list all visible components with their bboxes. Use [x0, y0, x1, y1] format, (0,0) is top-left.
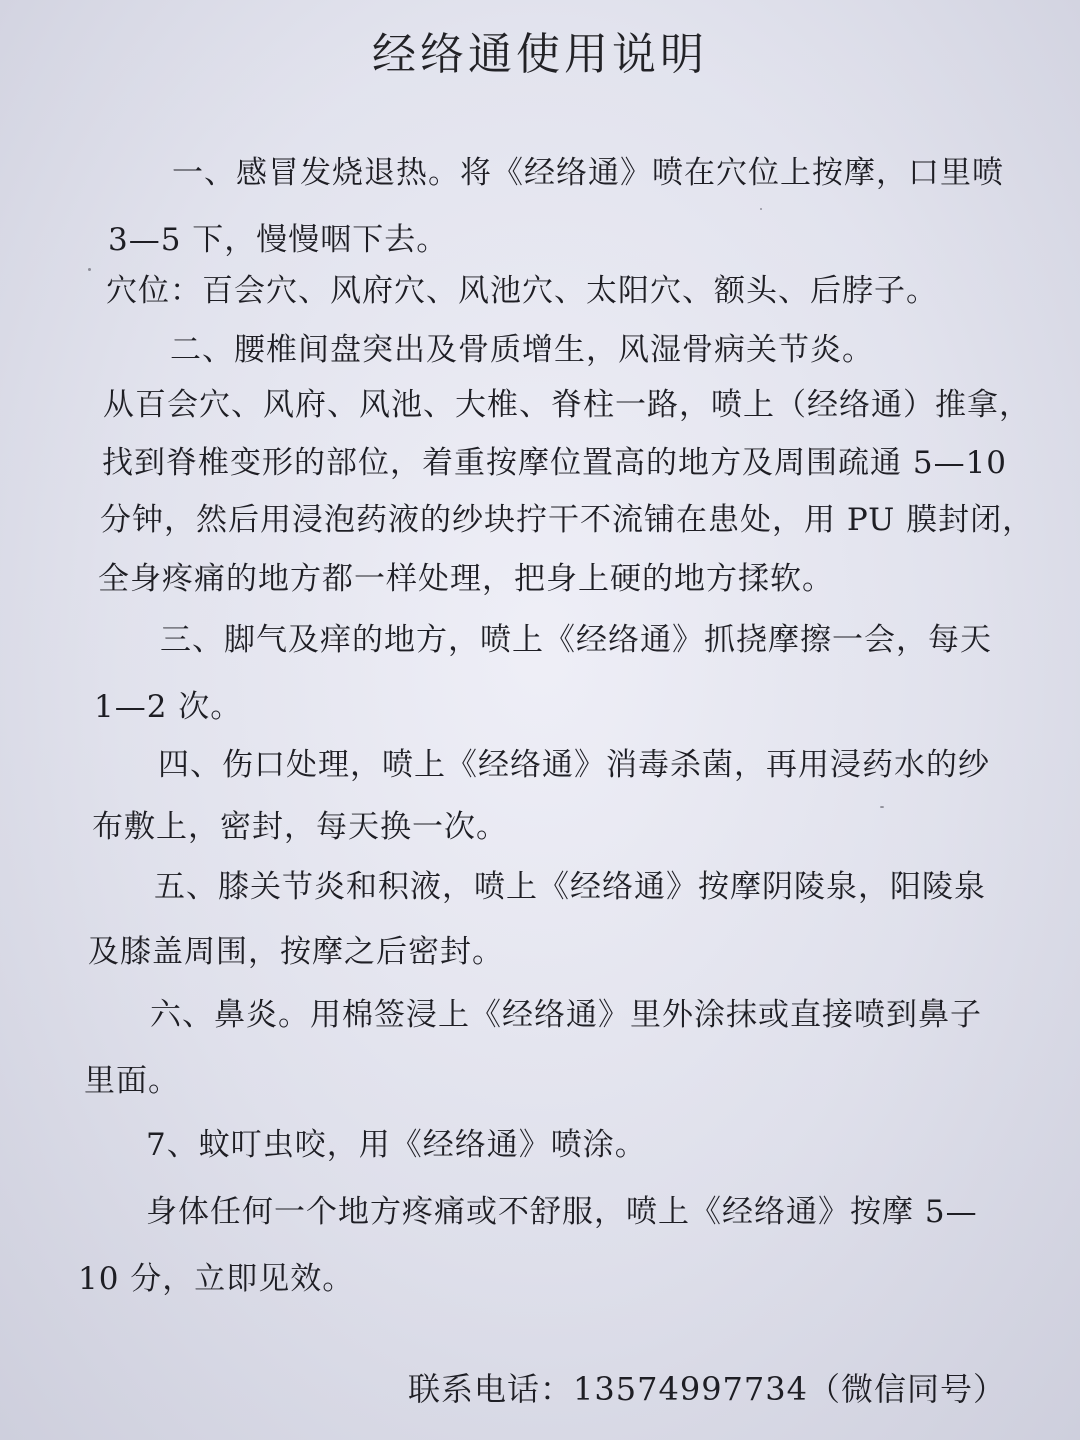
paper-speck	[880, 806, 884, 808]
paper-speck	[88, 268, 91, 271]
paper-speck	[760, 208, 762, 210]
text-line: 身体任何一个地方疼痛或不舒服，喷上《经络通》按摩 5—	[146, 1194, 978, 1230]
text-line: 一、感冒发烧退热。将《经络通》喷在穴位上按摩，口里喷	[172, 155, 1004, 191]
text-line: 1—2 次。	[94, 689, 243, 725]
text-line: 及膝盖周围，按摩之后密封。	[88, 934, 504, 970]
text-line: 穴位：百会穴、风府穴、风池穴、太阳穴、额头、后脖子。	[106, 273, 938, 309]
text-line: 二、腰椎间盘突出及骨质增生，风湿骨病关节炎。	[170, 332, 874, 368]
text-line: 7、蚊叮虫咬，用《经络通》喷涂。	[146, 1127, 647, 1163]
text-line: 五、膝关节炎和积液，喷上《经络通》按摩阴陵泉，阳陵泉	[154, 869, 986, 905]
text-line: 3—5 下，慢慢咽下去。	[108, 222, 449, 258]
text-line: 分钟，然后用浸泡药液的纱块拧干不流铺在患处，用 PU 膜封闭，	[100, 502, 1035, 538]
text-line: 找到脊椎变形的部位，着重按摩位置高的地方及周围疏通 5—10	[102, 445, 1008, 481]
text-line: 布敷上，密封，每天换一次。	[92, 809, 508, 845]
text-line: 六、鼻炎。用棉签浸上《经络通》里外涂抹或直接喷到鼻子	[150, 997, 982, 1033]
text-line: 从百会穴、风府、风池、大椎、脊柱一路，喷上（经络通）推拿，	[103, 387, 1031, 423]
page-title: 经络通使用说明	[372, 29, 708, 80]
text-line: 全身疼痛的地方都一样处理，把身上硬的地方揉软。	[98, 561, 834, 597]
contact-phone: 联系电话：13574997734（微信同号）	[408, 1370, 1006, 1408]
text-line: 里面。	[84, 1063, 180, 1099]
text-line: 三、脚气及痒的地方，喷上《经络通》抓挠摩擦一会，每天	[160, 622, 992, 658]
text-line: 10 分，立即见效。	[78, 1261, 355, 1297]
text-line: 四、伤口处理，喷上《经络通》消毒杀菌，再用浸药水的纱	[158, 747, 990, 783]
